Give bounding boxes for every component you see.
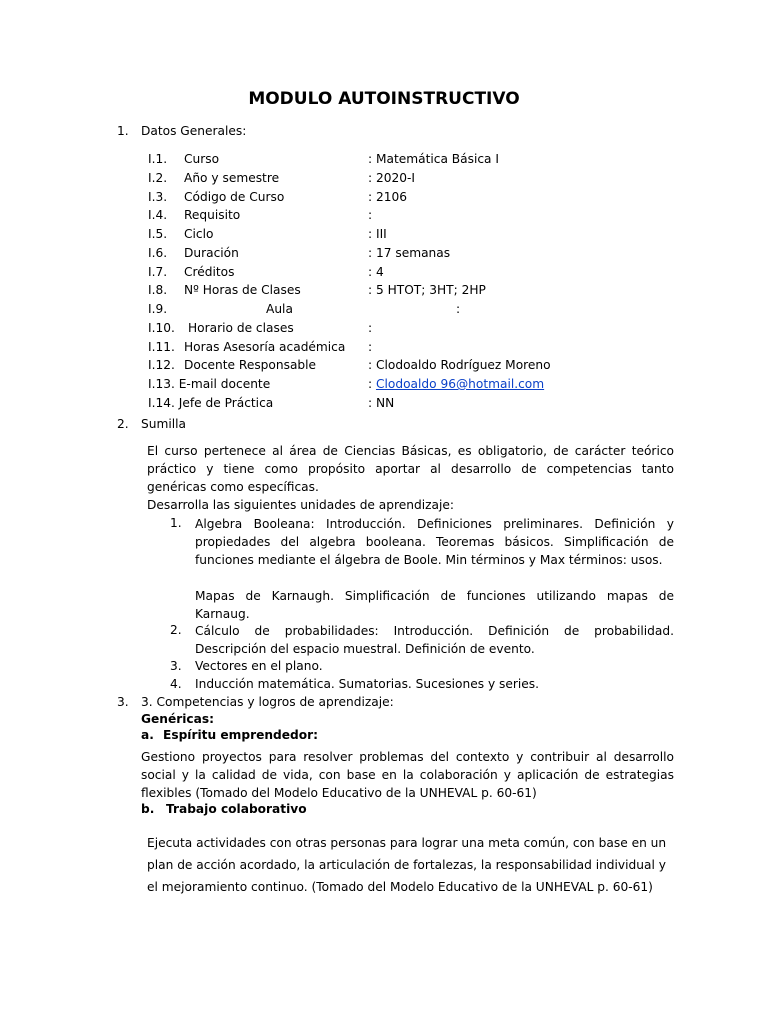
datos-value: : 2020-I (368, 171, 415, 185)
unit-text: Vectores en el plano. (195, 659, 323, 673)
datos-code: I.3. (148, 190, 168, 204)
datos-code: I.14. Jefe de Práctica (148, 396, 274, 410)
datos-label: Código de Curso (184, 190, 285, 204)
datos-code: I.10. (148, 321, 175, 335)
datos-label: Duración (184, 246, 239, 260)
datos-code: I.8. (148, 283, 168, 297)
datos-code: I.9. (148, 302, 168, 316)
datos-label: Horario de clases (188, 321, 294, 335)
datos-value: : (368, 208, 373, 222)
unit-extra-text: Mapas de Karnaugh. Simplificación de funciones utilizando mapas de Karnaug. (195, 589, 674, 621)
email-prefix: : (368, 377, 376, 391)
competencia-b-title: Trabajo colaborativo (166, 802, 307, 816)
genericas-label: Genéricas: (141, 712, 214, 726)
competencia-a-text: Gestiono proyectos para resolver problemas del contexto y contribuir al desarrollo social y la calidad de vida, con base en la colaboración y aplicación de estrategias flexibles (Tomado del Modelo Educativo de la UNHEVAL p. 60-61) (141, 750, 674, 800)
datos-value: : 5 HTOT; 3HT; 2HP (368, 283, 486, 297)
datos-label: Horas Asesoría académica (184, 340, 346, 354)
datos-value: : (456, 302, 461, 316)
email-link[interactable]: Clodoaldo 96@hotmail.com (375, 377, 545, 391)
datos-label: Docente Responsable (184, 358, 317, 372)
datos-value: : NN (368, 396, 395, 410)
datos-value: : 2106 (368, 190, 407, 204)
datos-code: I.4. (148, 208, 168, 222)
datos-label: Nº Horas de Clases (184, 283, 301, 297)
datos-code: I.11. (148, 340, 175, 354)
datos-code: I.13. E-mail docente (148, 377, 271, 391)
unit-number: 3. (170, 659, 182, 673)
datos-value: : 4 (368, 265, 384, 279)
datos-code: I.1. (148, 152, 168, 166)
competencia-a-marker: a. (141, 728, 154, 742)
unit-text: Cálculo de probabilidades: Introducción. Definición de probabilidad. Descripción del espacio muestral. Definición de evento. (195, 624, 674, 656)
datos-label: Créditos (184, 265, 235, 279)
unit-text: Algebra Booleana: Introducción. Definiciones preliminares. Definición y propiedades del algebra booleana. Teoremas básicos. Simplificación de funciones mediante el álgebra de Boole. Min términos y Max términos: usos. (195, 517, 674, 567)
unit-text: Inducción matemática. Sumatorias. Sucesiones y series. (195, 677, 540, 691)
unit-number: 1. (170, 516, 182, 530)
section-2-heading: Sumilla (141, 417, 186, 431)
unit-number: 4. (170, 677, 182, 691)
sumilla-units-intro: Desarrolla las siguientes unidades de aprendizaje: (147, 498, 454, 512)
datos-label: Ciclo (184, 227, 214, 241)
datos-value: : Matemática Básica I (368, 152, 499, 166)
page-title: MODULO AUTOINSTRUCTIVO (248, 89, 520, 109)
email-value (368, 376, 544, 392)
datos-value: : 17 semanas (368, 246, 451, 260)
datos-value: : (368, 340, 373, 354)
datos-code: I.6. (148, 246, 168, 260)
unit-number: 2. (170, 623, 182, 637)
section-3-number: 3. (117, 695, 129, 709)
datos-code: I.12. (148, 358, 175, 372)
competencia-b-marker: b. (141, 802, 155, 816)
datos-label: Aula (266, 302, 293, 316)
datos-code: I.2. (148, 171, 168, 185)
competencia-b-text: Ejecuta actividades con otras personas para lograr una meta común, con base en un plan de acción acordado, la articulación de fortalezas, la responsabilidad individual y el mejoramiento continuo. (Tomado del Modelo Educativo de la UNHEVAL p. 60-61) (147, 836, 667, 894)
datos-label: Requisito (184, 208, 241, 222)
datos-value: : III (368, 227, 387, 241)
section-2-number: 2. (117, 417, 129, 431)
datos-value: : Clodoaldo Rodríguez Moreno (368, 358, 551, 372)
section-3-heading: 3. Competencias y logros de aprendizaje: (141, 695, 394, 709)
competencia-a-title: Espíritu emprendedor: (163, 728, 319, 742)
datos-label: Año y semestre (184, 171, 280, 185)
sumilla-paragraph: El curso pertenece al área de Ciencias Básicas, es obligatorio, de carácter teórico práctico y tiene como propósito aportar al desarrollo de competencias tanto genéricas como específicas. (147, 444, 674, 494)
datos-label: Curso (184, 152, 220, 166)
datos-value: : (368, 321, 373, 335)
datos-code: I.5. (148, 227, 168, 241)
datos-code: I.7. (148, 265, 168, 279)
section-1-number: 1. (117, 124, 129, 138)
section-1-heading: Datos Generales: (141, 124, 247, 138)
